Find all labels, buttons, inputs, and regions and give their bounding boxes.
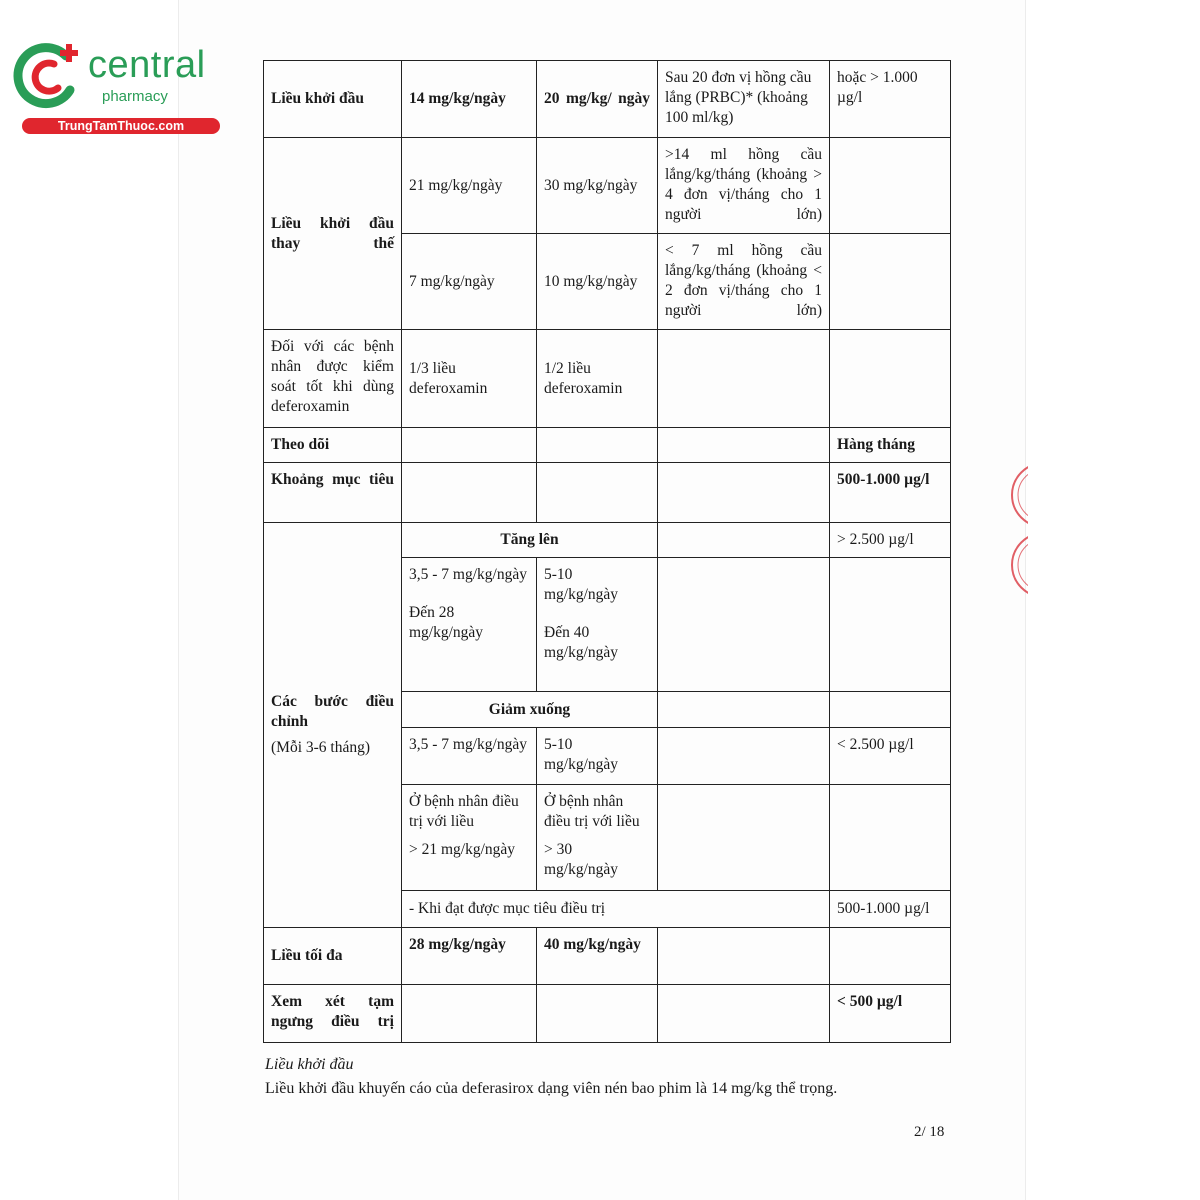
cell-increase-threshold: > 2.500 µg/l xyxy=(830,523,951,558)
row-label-deferoxamine-controlled: Đối với các bệnh nhân được kiểm soát tốt khi dùng deferoxamin xyxy=(264,330,402,428)
cell-consider-stop-threshold: < 500 µg/l xyxy=(830,985,951,1043)
cell-alt-dose-low-dispersible: 10 mg/kg/ngày xyxy=(537,234,658,330)
cell-increase-dispersible xyxy=(537,558,658,692)
empty-cell xyxy=(830,330,951,428)
empty-cell xyxy=(658,785,830,891)
table-row xyxy=(264,330,951,428)
row-label-max-dose: Liều tối đa xyxy=(264,928,402,985)
increase-dispersible-max: Đến 40 mg/kg/ngày xyxy=(544,624,619,661)
cell-monitoring-frequency: Hàng tháng xyxy=(830,428,951,463)
empty-cell xyxy=(537,985,658,1043)
decrease-film-note: Ở bệnh nhân điều trị với liều xyxy=(409,793,519,830)
adjustment-steps-interval: (Mỗi 3-6 tháng) xyxy=(271,739,371,756)
cell-decrease-threshold: < 2.500 µg/l xyxy=(830,728,951,785)
row-label-starting-dose: Liều khởi đầu xyxy=(264,61,402,138)
cell-alt-dose-low-film: 7 mg/kg/ngày xyxy=(402,234,537,330)
red-stamp-fragment xyxy=(1004,455,1028,605)
cell-max-dose-dispersible: 40 mg/kg/ngày xyxy=(537,928,658,985)
row-label-adjustment-steps xyxy=(264,523,402,928)
empty-cell xyxy=(658,558,830,692)
table-row xyxy=(264,985,951,1043)
logo-mark-icon xyxy=(10,38,90,118)
logo-banner[interactable]: TrungTamThuoc.com xyxy=(22,118,220,134)
empty-cell xyxy=(658,985,830,1043)
increase-header: Tăng lên xyxy=(402,523,658,558)
empty-cell xyxy=(658,728,830,785)
table-row xyxy=(264,463,951,523)
cell-deferoxamine-dispersible: 1/2 liều deferoxamin xyxy=(537,330,658,428)
cell-decrease-film: 3,5 - 7 mg/kg/ngày xyxy=(402,728,537,785)
cell-increase-film xyxy=(402,558,537,692)
cell-decrease-dispersible: 5-10 mg/kg/ngày xyxy=(537,728,658,785)
empty-cell xyxy=(830,234,951,330)
logo-subtitle: pharmacy xyxy=(102,88,168,105)
empty-cell xyxy=(402,985,537,1043)
table-row xyxy=(264,928,951,985)
body-paragraph: Liều khởi đầu khuyến cáo của deferasirox dạng viên nén bao phim là 14 mg/kg thể trọng. xyxy=(265,1080,838,1097)
cell-alt-dose-high-film: 21 mg/kg/ngày xyxy=(402,138,537,234)
cell-target-reached-value: 500-1.000 µg/l xyxy=(830,891,951,928)
cell-max-dose-film: 28 mg/kg/ngày xyxy=(402,928,537,985)
section-caption: Liều khởi đầu xyxy=(265,1056,354,1073)
cell-target-range-value: 500-1.000 µg/l xyxy=(830,463,951,523)
cell-decrease-film-condition xyxy=(402,785,537,891)
empty-cell xyxy=(658,463,830,523)
cell-deferoxamine-film: 1/3 liều deferoxamin xyxy=(402,330,537,428)
empty-cell xyxy=(830,785,951,891)
increase-film-step: 3,5 - 7 mg/kg/ngày xyxy=(409,566,527,583)
cell-starting-dose-film: 14 mg/kg/ngày xyxy=(402,61,537,138)
cell-alt-dose-high-dispersible: 30 mg/kg/ngày xyxy=(537,138,658,234)
row-label-monitoring: Theo dõi xyxy=(264,428,402,463)
decrease-dispersible-dose: > 30 mg/kg/ngày xyxy=(544,841,619,878)
table-row xyxy=(264,138,951,234)
empty-cell xyxy=(402,428,537,463)
empty-cell xyxy=(537,463,658,523)
adjustment-steps-title: Các bước điều chỉnh xyxy=(271,693,394,730)
empty-cell xyxy=(402,463,537,523)
cell-starting-dose-condition: Sau 20 đơn vị hồng cầu lắng (PRBC)* (khoảng 100 ml/kg) xyxy=(658,61,830,138)
decrease-header: Giảm xuống xyxy=(402,692,658,728)
increase-film-max: Đến 28 mg/kg/ngày xyxy=(409,604,484,641)
empty-cell xyxy=(830,138,951,234)
central-pharmacy-logo[interactable] xyxy=(10,38,215,138)
empty-cell xyxy=(537,428,658,463)
table-row xyxy=(264,523,951,558)
cell-starting-dose-ferritin: hoặc > 1.000 µg/l xyxy=(830,61,951,138)
cell-target-reached: - Khi đạt được mục tiêu điều trị xyxy=(402,891,830,928)
empty-cell xyxy=(830,692,951,728)
row-label-alternative-dose: Liều khởi đầu thay thế xyxy=(264,138,402,330)
empty-cell xyxy=(658,523,830,558)
empty-cell xyxy=(658,330,830,428)
increase-dispersible-step: 5-10 mg/kg/ngày xyxy=(544,566,619,603)
cell-alt-dose-low-condition: < 7 ml hồng cầu lắng/kg/tháng (khoảng < 2 đơn vị/tháng cho 1 người lớn) xyxy=(658,234,830,330)
decrease-film-dose: > 21 mg/kg/ngày xyxy=(409,841,516,858)
cell-alt-dose-high-condition: >14 ml hồng cầu lắng/kg/tháng (khoảng > 4 đơn vị/tháng cho 1 người lớn) xyxy=(658,138,830,234)
empty-cell xyxy=(658,428,830,463)
cell-decrease-dispersible-condition xyxy=(537,785,658,891)
empty-cell xyxy=(830,928,951,985)
table-row xyxy=(264,428,951,463)
dosage-table xyxy=(263,60,951,1043)
empty-cell xyxy=(658,928,830,985)
row-label-consider-stop: Xem xét tạm ngưng điều trị xyxy=(264,985,402,1043)
page-number: 2/ 18 xyxy=(914,1124,945,1140)
decrease-dispersible-note: Ở bệnh nhân điều trị với liều xyxy=(544,793,640,830)
table-row xyxy=(264,61,951,138)
empty-cell xyxy=(658,692,830,728)
row-label-target-range: Khoảng mục tiêu xyxy=(264,463,402,523)
empty-cell xyxy=(830,558,951,692)
logo-name: central xyxy=(88,44,206,86)
cell-starting-dose-dispersible: 20 mg/kg/ ngày xyxy=(537,61,658,138)
